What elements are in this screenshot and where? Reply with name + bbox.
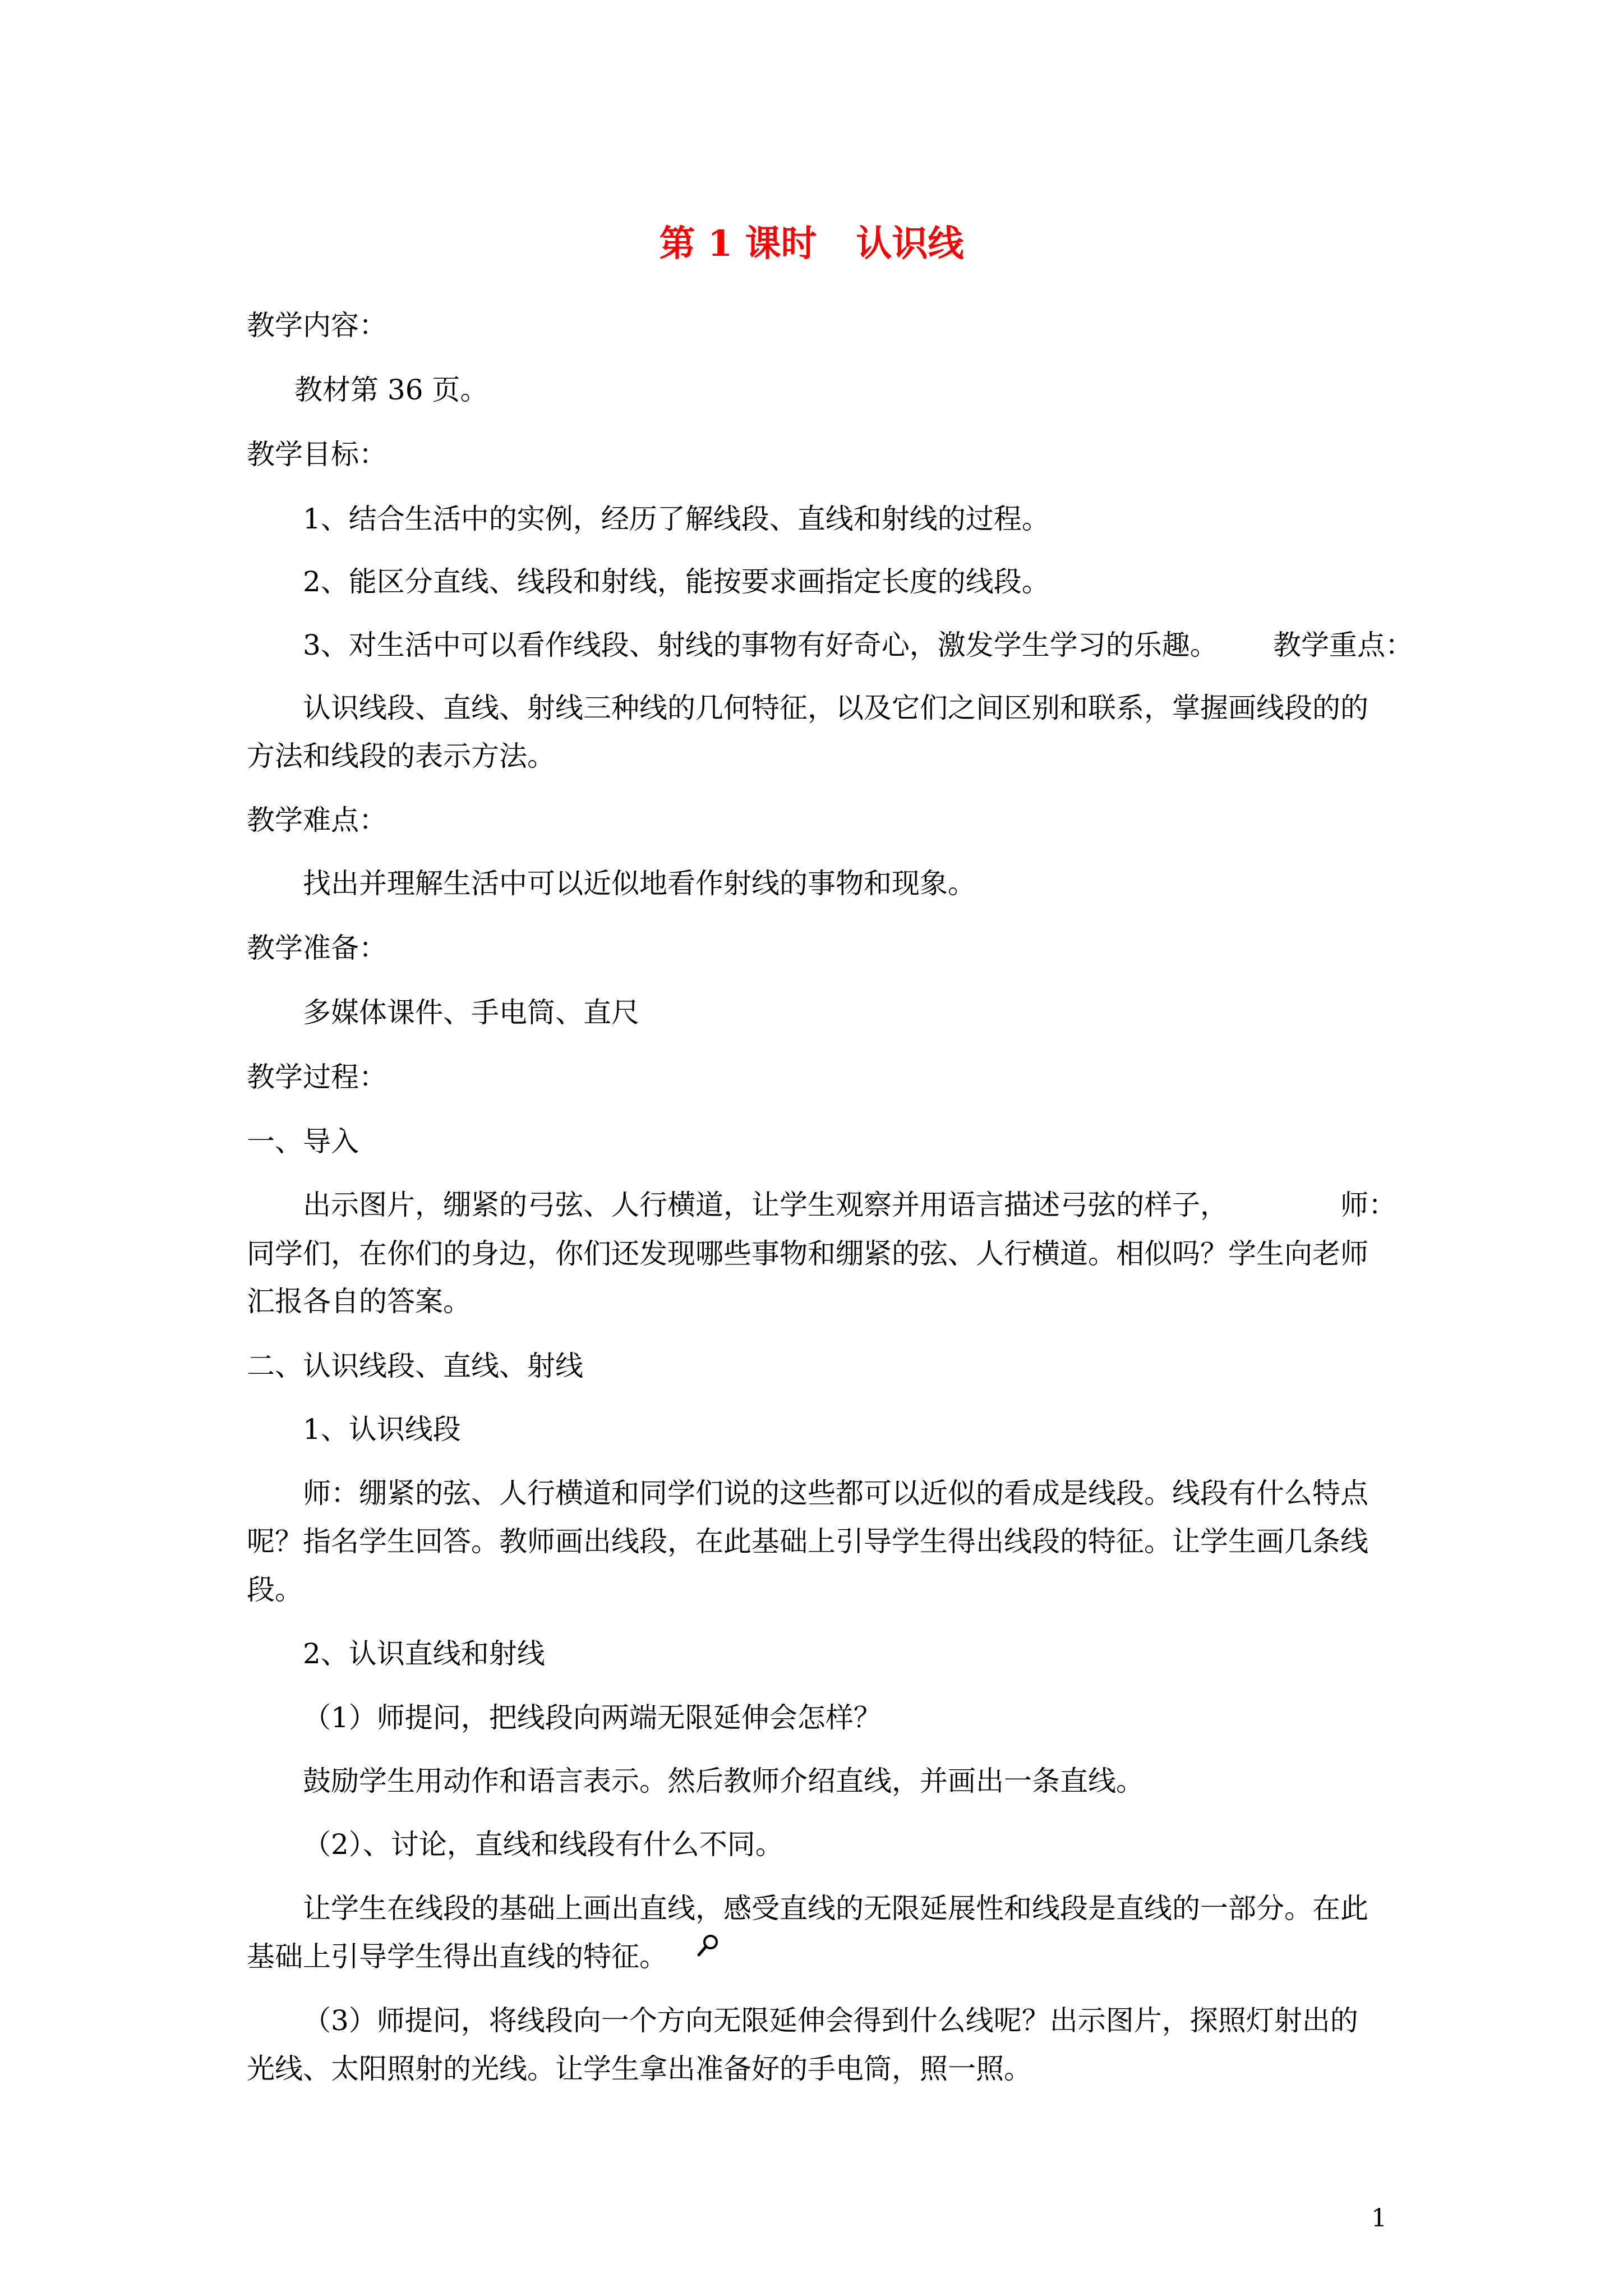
paragraph-text: （2）、讨论，直线和线段有什么不同。 <box>303 1828 783 1861</box>
heading-teaching-process: 教学过程： <box>247 1061 387 1093</box>
title-lesson-number: 第 1 课时 <box>659 223 817 265</box>
subsection-heading: 1、认识线段 <box>303 1413 461 1446</box>
subsection-heading: 2、认识直线和射线 <box>303 1637 545 1670</box>
section-heading: 一、导入 <box>247 1125 359 1158</box>
paragraph-text: 多媒体课件、手电筒、直尺 <box>303 996 639 1029</box>
paragraph-text: （3）师提问，将线段向一个方向无限延伸会得到什么线呢？出示图片，探照灯射出的 <box>303 2004 1358 2037</box>
title-topic: 认识线 <box>856 223 964 265</box>
page-number: 1 <box>1371 2204 1387 2233</box>
heading-difficulties: 教学难点： <box>247 804 387 836</box>
paragraph-text: 认识线段、直线、射线三种线的几何特征，以及它们之间区别和联系，掌握画线段的的 <box>303 692 1368 724</box>
goal-item: 1、结合生活中的实例，经历了解线段、直线和射线的过程。 <box>303 503 1050 535</box>
goal-item: 2、能区分直线、线段和射线，能按要求画指定长度的线段。 <box>303 565 1050 598</box>
paragraph-text: 光线、太阳照射的光线。让学生拿出准备好的手电筒，照一照。 <box>247 2053 1032 2085</box>
paragraph-text: 方法和线段的表示方法。 <box>247 740 555 772</box>
paragraph-text: 基础上引导学生得出直线的特征。 <box>247 1940 667 1973</box>
paragraph-text: 师：绷紧的弦、人行横道和同学们说的这些都可以近似的看成是线段。线段有什么特点 <box>303 1477 1368 1510</box>
paragraph-text: 教材第 36 页。 <box>294 374 488 406</box>
heading-teaching-content: 教学内容： <box>247 309 387 342</box>
paragraph-text: 汇报各自的答案。 <box>247 1285 471 1318</box>
paragraph-text: 让学生在线段的基础上画出直线，感受直线的无限延展性和线段是直线的一部分。在此 <box>303 1892 1368 1925</box>
paragraph-text: 师： <box>1340 1189 1396 1221</box>
heading-key-points: 教学重点： <box>1273 629 1413 661</box>
goal-item: 3、对生活中可以看作线段、射线的事物有好奇心，激发学生学习的乐趣。 <box>303 629 1218 661</box>
paragraph-text: 出示图片，绷紧的弓弦、人行横道，让学生观察并用语言描述弓弦的样子， <box>303 1189 1228 1221</box>
paragraph-text: 同学们，在你们的身边，你们还发现哪些事物和绷紧的弦、人行横道。相似吗？学生向老师 <box>247 1237 1368 1270</box>
paragraph-text: 找出并理解生活中可以近似地看作射线的事物和现象。 <box>303 867 976 900</box>
heading-preparation: 教学准备： <box>247 932 387 964</box>
section-heading: 二、认识线段、直线、射线 <box>247 1350 583 1382</box>
search-icon <box>695 1932 721 1958</box>
paragraph-text: （1）师提问，把线段向两端无限延伸会怎样？ <box>303 1701 882 1734</box>
paragraph-text: 呢？指名学生回答。教师画出线段，在此基础上引导学生得出线段的特征。让学生画几条线 <box>247 1525 1368 1558</box>
page-title <box>0 222 1623 266</box>
paragraph-text: 鼓励学生用动作和语言表示。然后教师介绍直线，并画出一条直线。 <box>303 1765 1144 1797</box>
paragraph-text: 段。 <box>247 1573 303 1606</box>
heading-teaching-goals: 教学目标： <box>247 438 387 471</box>
